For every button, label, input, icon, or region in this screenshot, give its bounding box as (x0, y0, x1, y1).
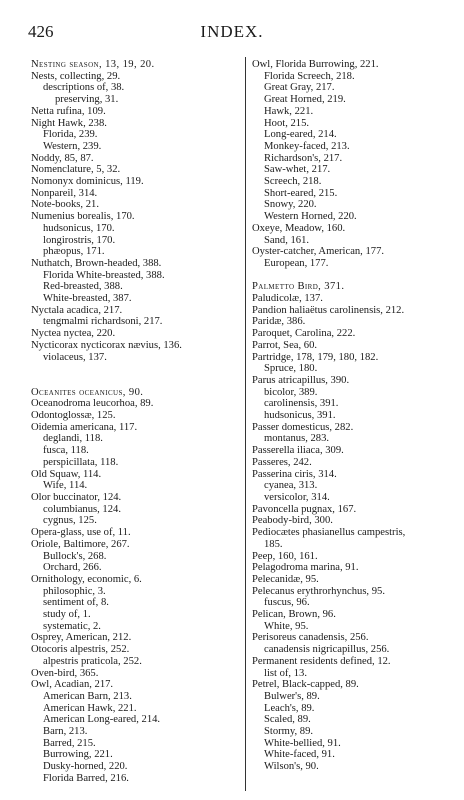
index-subentry: Orchard, 266. (43, 562, 102, 574)
index-subentry: Saw-whet, 217. (264, 164, 331, 176)
index-entry: Old Squaw, 114. (31, 468, 102, 480)
index-entry: Passer domesticus, 282. (252, 421, 354, 433)
index-subentry: Leach's, 89. (264, 702, 315, 714)
index-entry: Nesting season, 13, 19, 20. (31, 59, 155, 70)
index-entry: Pandion haliaëtus carolinensis, 212. (252, 304, 405, 316)
index-subentry: Wilson's, 90. (264, 761, 319, 773)
index-subentry: Florida, 239. (43, 129, 98, 141)
index-entry: Nomonyx dominicus, 119. (31, 176, 144, 188)
index-entry: Odontoglossæ, 125. (31, 410, 116, 422)
index-entry: Note-books, 21. (31, 199, 99, 211)
index-subentry: Hawk, 221. (264, 105, 314, 117)
index-subentry: deglandi, 118. (43, 433, 103, 445)
index-subentry: European, 177. (264, 257, 329, 269)
index-subentry: philosophic, 3. (43, 585, 106, 597)
index-subentry: Sand, 161. (264, 234, 310, 246)
index-entry: Oceanodroma leucorhoa, 89. (31, 398, 154, 410)
index-subentry: Great Gray, 217. (264, 82, 335, 94)
index-subentry: fuscus, 96. (264, 597, 310, 609)
index-entry: Oceanites oceanicus, 90. (31, 386, 144, 398)
index-subentry: Short-eared, 215. (264, 187, 338, 199)
index-entry: Owl, Florida Burrowing, 221. (252, 59, 379, 70)
index-entry: Oxeye, Meadow, 160. (252, 222, 346, 234)
index-subentry: Barred, 215. (43, 737, 96, 749)
index-entry: Pavoncella pugnax, 167. (252, 503, 357, 515)
index-subentry: American Barn, 213. (43, 690, 132, 702)
index-subentry: Western, 239. (43, 140, 102, 152)
index-entry: Nomenclature, 5, 32. (31, 164, 121, 176)
index-subentry: 185. (264, 538, 283, 550)
index-entry: Night Hawk, 238. (31, 117, 107, 129)
index-subentry: violaceus, 137. (43, 351, 107, 363)
index-entry: Paridæ, 386. (252, 316, 306, 328)
index-subentry: Florida Screech, 218. (264, 70, 355, 82)
index-subentry: Spruce, 180. (264, 363, 318, 375)
index-entry: Ornithology, economic, 6. (31, 573, 142, 585)
index-subentry: Long-eared, 214. (264, 129, 337, 141)
index-spacer (252, 270, 464, 282)
index-subentry: Burrowing, 221. (43, 749, 113, 761)
index-column-left (31, 59, 237, 785)
index-subentry: descriptions of, 38. (43, 82, 125, 94)
index-subentry: Wife, 114. (43, 480, 88, 492)
index-entry: Petrel, Black-capped, 89. (252, 679, 359, 691)
index-entry: Nonpareil, 314. (31, 187, 98, 199)
index-subentry: Hoot, 215. (264, 117, 310, 129)
index-subentry: American Long-eared, 214. (43, 714, 161, 726)
index-entry: Nycticorax nycticorax nævius, 136. (31, 339, 182, 351)
index-subentry: Stormy, 89. (264, 726, 314, 738)
index-subentry: White-breasted, 387. (43, 293, 132, 305)
running-title: INDEX. (200, 22, 264, 41)
index-entry: Olor buccinator, 124. (31, 491, 122, 503)
index-column-right (252, 59, 464, 773)
index-subentry: White-faced, 91. (264, 749, 335, 761)
index-subentry: bicolor, 389. (264, 386, 318, 398)
index-subentry: Florida Barred, 216. (43, 772, 129, 784)
index-subentry: list of, 13. (264, 667, 307, 679)
index-subentry: systematic, 2. (43, 620, 101, 632)
index-entry: Owl, Acadian, 217. (31, 679, 114, 691)
index-entry: Oven-bird, 365. (31, 667, 99, 679)
index-entry: Paroquet, Carolina, 222. (252, 328, 356, 340)
index-entry: Nyctea nyctea, 220. (31, 328, 116, 340)
index-subentry: Barn, 213. (43, 726, 88, 738)
index-subentry: fusca, 118. (43, 445, 89, 457)
index-entry: Pelagodroma marina, 91. (252, 562, 359, 574)
index-entry: Paludicolæ, 137. (252, 293, 323, 305)
index-subentry: American Hawk, 221. (43, 702, 137, 714)
index-entry: Perisoreus canadensis, 256. (252, 632, 369, 644)
index-subentry: Richardson's, 217. (264, 152, 343, 164)
index-subentry: Great Horned, 219. (264, 94, 346, 106)
index-subentry: canadensis nigricapillus, 256. (264, 644, 390, 656)
index-entry: Parus atricapillus, 390. (252, 374, 350, 386)
index-entry: Pediocætes phasianellus campestris, (252, 527, 406, 539)
index-entry: Oidemia americana, 117. (31, 421, 138, 433)
index-entry: Opera-glass, use of, 11. (31, 527, 131, 539)
index-spacer (31, 375, 237, 387)
index-entry: Noddy, 85, 87. (31, 152, 94, 164)
index-subentry: tengmalmi richardsoni, 217. (43, 316, 163, 328)
index-subentry: hudsonicus, 170. (43, 222, 115, 234)
index-entry: Palmetto Bird, 371. (252, 281, 345, 293)
index-subentry: phæopus, 171. (43, 246, 105, 258)
index-entry: Nyctala acadica, 217. (31, 304, 123, 316)
index-entry: Numenius borealis, 170. (31, 211, 135, 223)
index-subentry: Snowy, 220. (264, 199, 317, 211)
page-number: 426 (28, 22, 54, 41)
index-subentry: Scaled, 89. (264, 714, 311, 726)
index-subentry: Screech, 218. (264, 176, 322, 188)
index-subentry: carolinensis, 391. (264, 398, 339, 410)
column-divider (245, 57, 246, 791)
index-subentry: versicolor, 314. (264, 492, 330, 503)
index-entry: Pelecanidæ, 95. (252, 573, 319, 585)
index-entry: Peep, 160, 161. (252, 550, 318, 562)
index-entry: Partridge, 178, 179, 180, 182. (252, 351, 379, 363)
index-subentry: Western Horned, 220. (264, 211, 357, 223)
index-subentry: perspicillata, 118. (43, 456, 119, 468)
index-entry: Passeres, 242. (252, 456, 312, 468)
index-entry: Permanent residents defined, 12. (252, 655, 391, 667)
index-subentry: alpestris praticola, 252. (43, 655, 142, 667)
index-subentry: hudsonicus, 391. (264, 410, 336, 422)
index-entry: Netta rufina, 109. (31, 105, 106, 117)
index-subentry: White-bellied, 91. (264, 737, 341, 749)
index-entry: Parrot, Sea, 60. (252, 339, 318, 351)
index-entry: Oyster-catcher, American, 177. (252, 246, 385, 258)
index-subentry: Dusky-horned, 220. (43, 761, 128, 773)
index-subentry: Red-breasted, 388. (43, 281, 123, 293)
index-entry: Oriole, Baltimore, 267. (31, 538, 130, 550)
index-subentry: sentiment of, 8. (43, 597, 109, 609)
page-header (0, 0, 464, 40)
index-subentry: Bulwer's, 89. (264, 690, 320, 702)
index-entry: Nests, collecting, 29. (31, 70, 121, 82)
index-entry: Peabody-bird, 300. (252, 515, 333, 527)
index-subentry: cygnus, 125. (43, 515, 97, 527)
index-entry: Passerella iliaca, 309. (252, 445, 344, 457)
index-subentry: columbianus, 124. (43, 503, 121, 515)
index-subentry: Bullock's, 268. (43, 550, 107, 562)
index-subentry: montanus, 283. (264, 433, 330, 445)
index-entry: Osprey, American, 212. (31, 632, 132, 644)
index-subentry: Monkey-faced, 213. (264, 140, 350, 152)
index-subentry: Florida White-breasted, 388. (43, 269, 165, 281)
index-subentry: cyanea, 313. (264, 480, 318, 492)
index-entry: Otocoris alpestris, 252. (31, 644, 130, 656)
index-spacer (31, 363, 237, 375)
index-subentry: preserving, 31. (55, 94, 119, 106)
index-entry: Pelican, Brown, 96. (252, 609, 336, 621)
index-subentry: longirostris, 170. (43, 234, 116, 246)
index-entry: Pelecanus erythrorhynchus, 95. (252, 585, 385, 597)
index-subentry: study of, 1. (43, 609, 91, 621)
index-entry: Passerina ciris, 314. (252, 468, 337, 480)
index-subentry: White, 95. (264, 620, 309, 632)
index-entry: Nuthatch, Brown-headed, 388. (31, 257, 162, 269)
